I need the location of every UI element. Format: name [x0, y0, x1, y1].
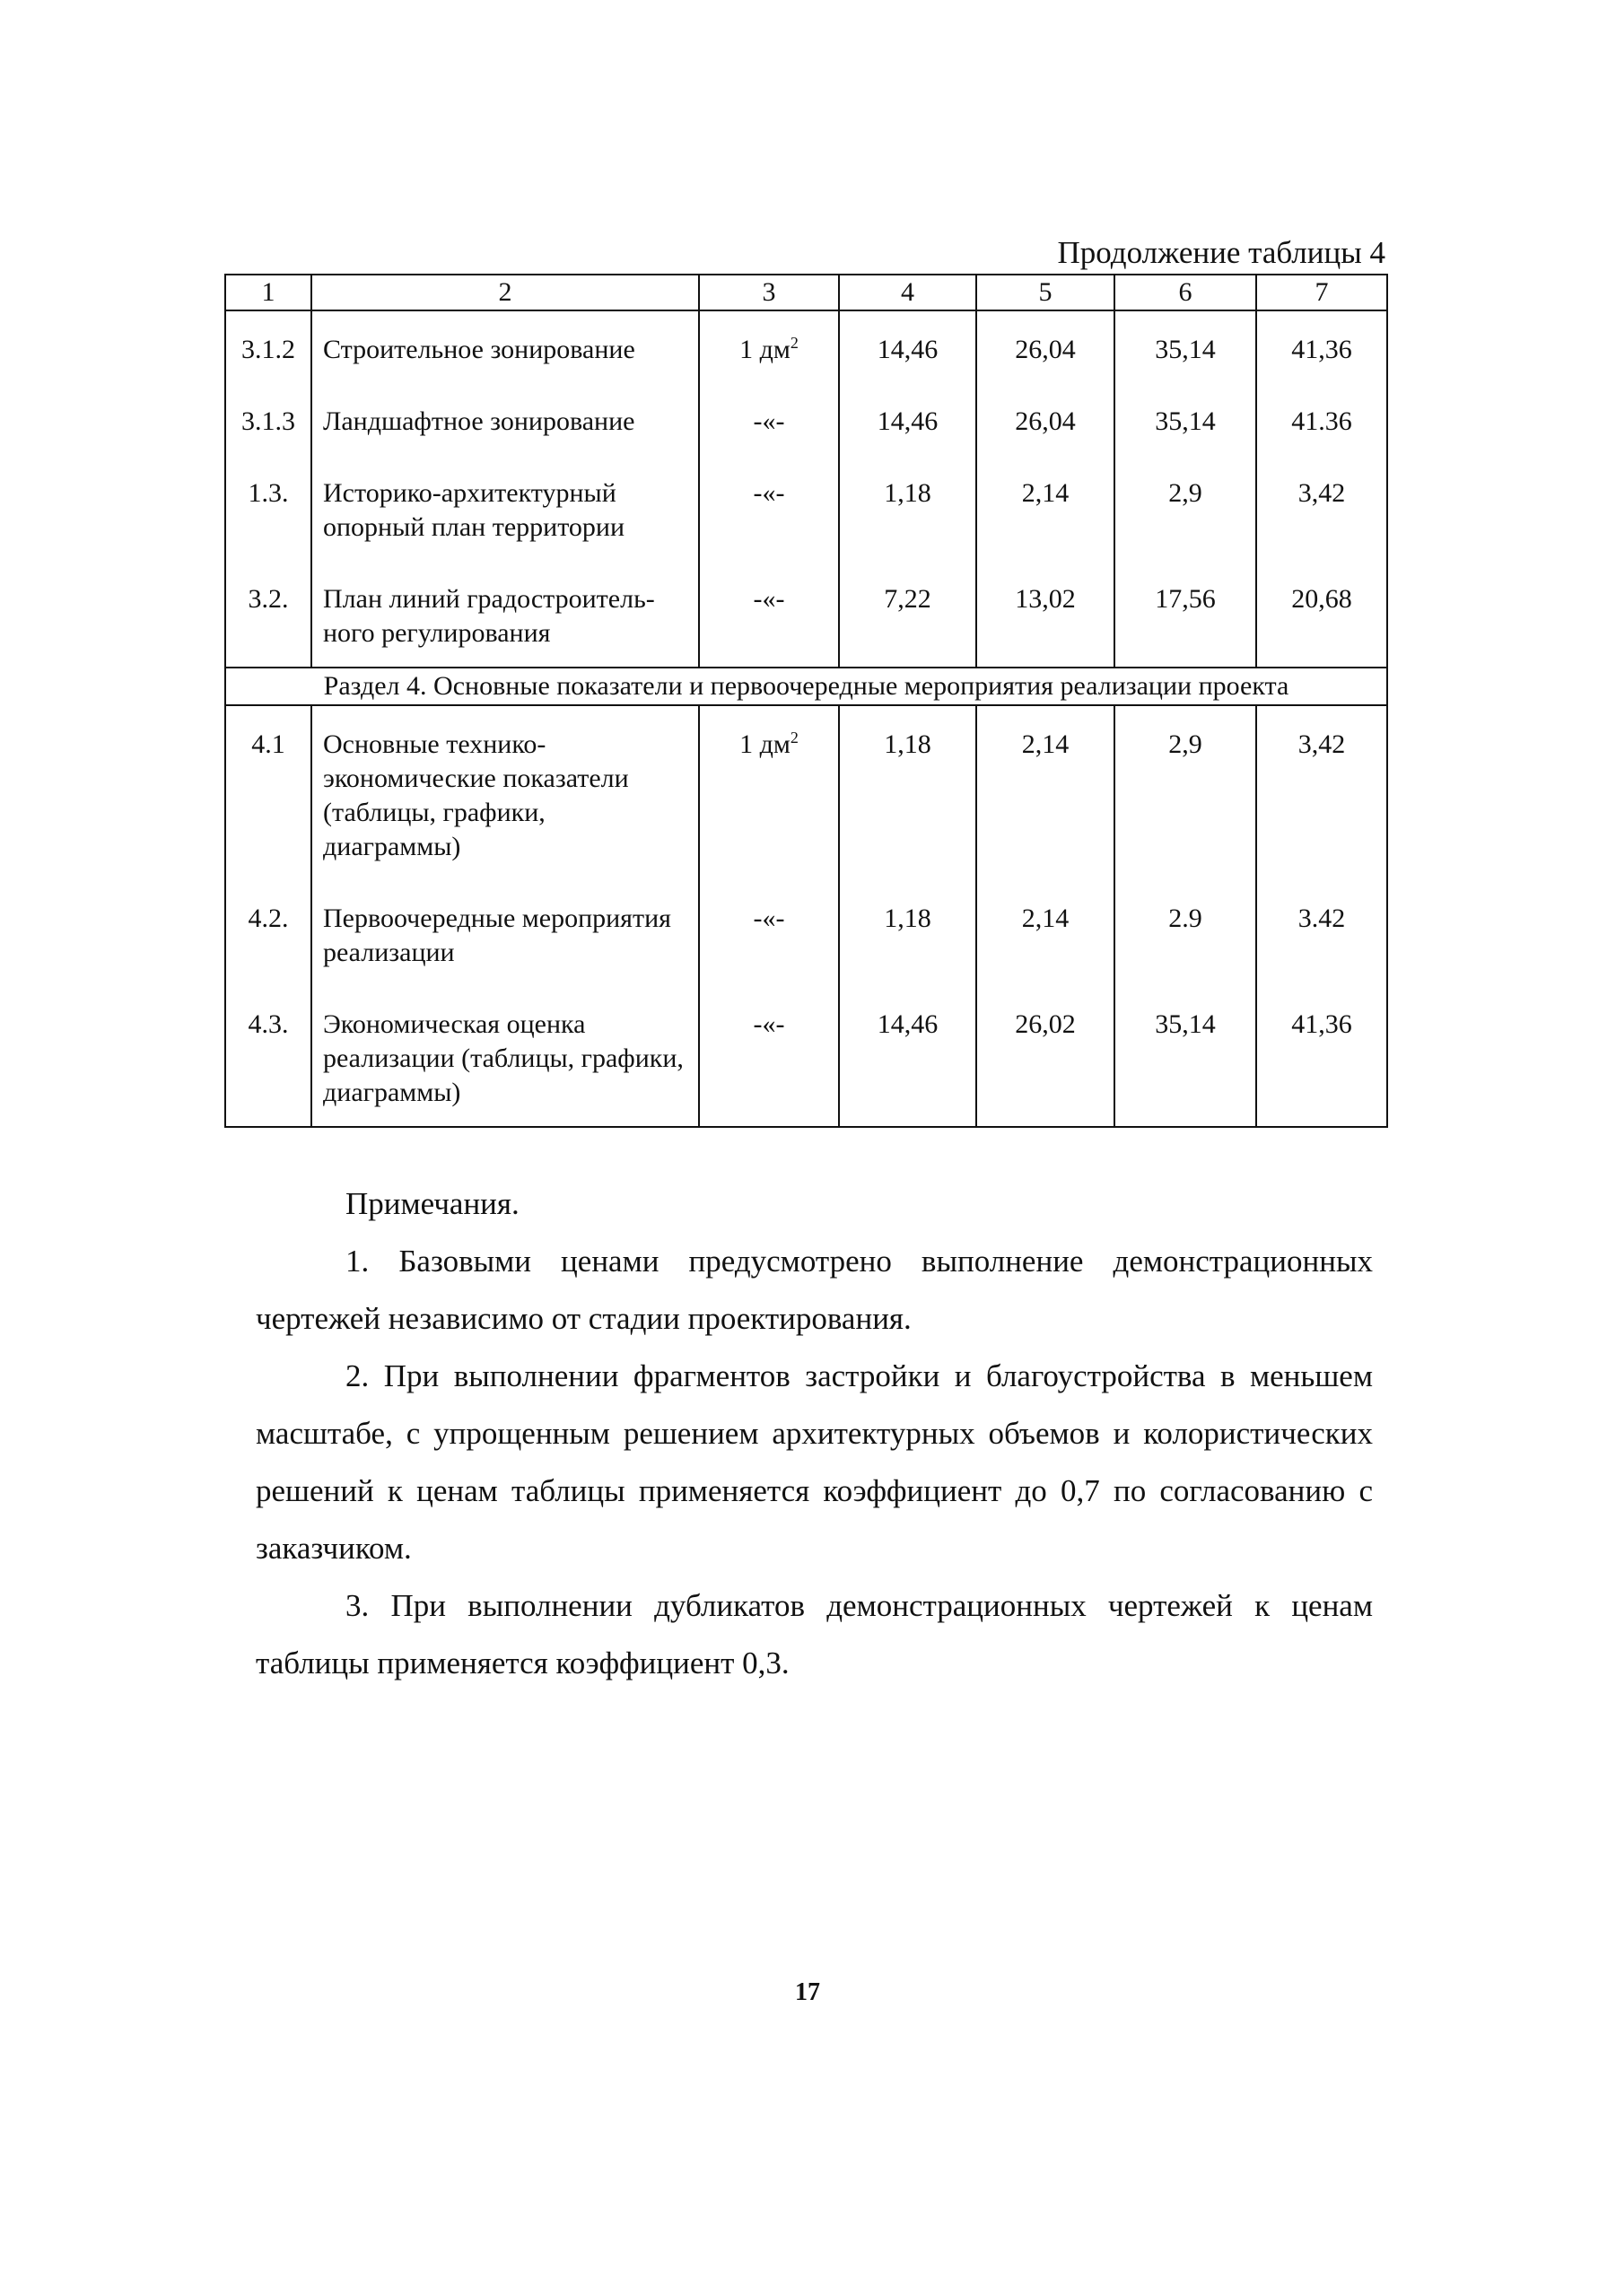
- column-header: 6: [1114, 275, 1256, 310]
- row-code: 4.1: [225, 705, 311, 880]
- row-code: 3.2.: [225, 561, 311, 668]
- row-name: План линий градостроитель-ного регулирования: [311, 561, 699, 668]
- row-value-col7: 20,68: [1256, 561, 1387, 668]
- note-item: 1. Базовыми ценами предусмотрено выполнение демонстрационных чертежей независимо от стадии проектирования.: [256, 1244, 1373, 1336]
- row-value-col6: 17,56: [1114, 561, 1256, 668]
- row-code: 3.1.3: [225, 383, 311, 455]
- table-row: [225, 705, 1387, 880]
- notes-title: Примечания.: [345, 1186, 520, 1221]
- column-header: 3: [699, 275, 839, 310]
- row-name: Историко-архитектурный опорный план территории: [311, 455, 699, 561]
- row-unit: 1 $дм^2$: [699, 705, 839, 880]
- row-value-col6: 35,14: [1114, 310, 1256, 383]
- row-value-col6: 35,14: [1114, 986, 1256, 1127]
- row-code: 4.2.: [225, 880, 311, 986]
- row-value-col4: 1,18: [839, 455, 976, 561]
- column-header: 1: [225, 275, 311, 310]
- row-value-col6: 35,14: [1114, 383, 1256, 455]
- row-name: Экономическая оценка реализации (таблицы, графики, диаграммы): [311, 986, 699, 1127]
- row-unit: -«-: [699, 561, 839, 668]
- row-value-col6: 2,9: [1114, 455, 1256, 561]
- row-name: Основные технико-экономические показатели (таблицы, графики, диаграммы): [311, 705, 699, 880]
- column-header: 2: [311, 275, 699, 310]
- row-code: 3.1.2: [225, 310, 311, 383]
- row-value-col5: 2,14: [976, 455, 1114, 561]
- row-value-col5: 2,14: [976, 880, 1114, 986]
- table-row: [225, 310, 1387, 383]
- section-row: [225, 668, 1387, 705]
- row-value-col6: 2.9: [1114, 880, 1256, 986]
- row-unit: -«-: [699, 880, 839, 986]
- column-header: 5: [976, 275, 1114, 310]
- note-item: 3. При выполнении дубликатов демонстрационных чертежей к ценам таблицы применяется коэффициент 0,3.: [256, 1588, 1373, 1681]
- row-value-col5: 2,14: [976, 705, 1114, 880]
- header-row: [225, 275, 1387, 310]
- row-name: Первоочередные мероприятия реализации: [311, 880, 699, 986]
- row-value-col4: 7,22: [839, 561, 976, 668]
- table-caption: Продолжение таблицы 4: [1057, 235, 1385, 270]
- row-unit: -«-: [699, 986, 839, 1127]
- row-value-col4: 14,46: [839, 986, 976, 1127]
- row-value-col5: 13,02: [976, 561, 1114, 668]
- row-value-col4: 14,46: [839, 310, 976, 383]
- price-table: [224, 274, 1388, 1128]
- row-value-col7: 41,36: [1256, 310, 1387, 383]
- row-name: Строительное зонирование: [311, 310, 699, 383]
- row-code: 4.3.: [225, 986, 311, 1127]
- table-row: [225, 455, 1387, 561]
- row-value-col4: 1,18: [839, 705, 976, 880]
- row-value-col5: 26,04: [976, 383, 1114, 455]
- row-value-col7: 3,42: [1256, 705, 1387, 880]
- row-unit: -«-: [699, 455, 839, 561]
- table-row: [225, 880, 1387, 986]
- page-number: 17: [795, 1978, 820, 2006]
- row-value-col4: 14,46: [839, 383, 976, 455]
- notes-block: [256, 1175, 1373, 1692]
- table-row: [225, 561, 1387, 668]
- row-name: Ландшафтное зонирование: [311, 383, 699, 455]
- table-row: [225, 986, 1387, 1127]
- row-value-col5: 26,02: [976, 986, 1114, 1127]
- row-value-col6: 2,9: [1114, 705, 1256, 880]
- table-row: [225, 383, 1387, 455]
- row-unit: 1 $дм^2$: [699, 310, 839, 383]
- row-value-col4: 1,18: [839, 880, 976, 986]
- row-value-col7: 3,42: [1256, 455, 1387, 561]
- row-code: 1.3.: [225, 455, 311, 561]
- section-title: Раздел 4. Основные показатели и первоочередные мероприятия реализации проекта: [225, 668, 1387, 705]
- column-header: 7: [1256, 275, 1387, 310]
- note-item: 2. При выполнении фрагментов застройки и благоустройства в меньшем масштабе, с упрощенным решением архитектурных объемов и колористических решений к ценам таблицы применяется коэффициент до 0,7 по согласованию с заказчиком.: [256, 1358, 1373, 1566]
- row-value-col7: 41.36: [1256, 383, 1387, 455]
- row-value-col7: 41,36: [1256, 986, 1387, 1127]
- row-value-col7: 3.42: [1256, 880, 1387, 986]
- column-header: 4: [839, 275, 976, 310]
- row-value-col5: 26,04: [976, 310, 1114, 383]
- row-unit: -«-: [699, 383, 839, 455]
